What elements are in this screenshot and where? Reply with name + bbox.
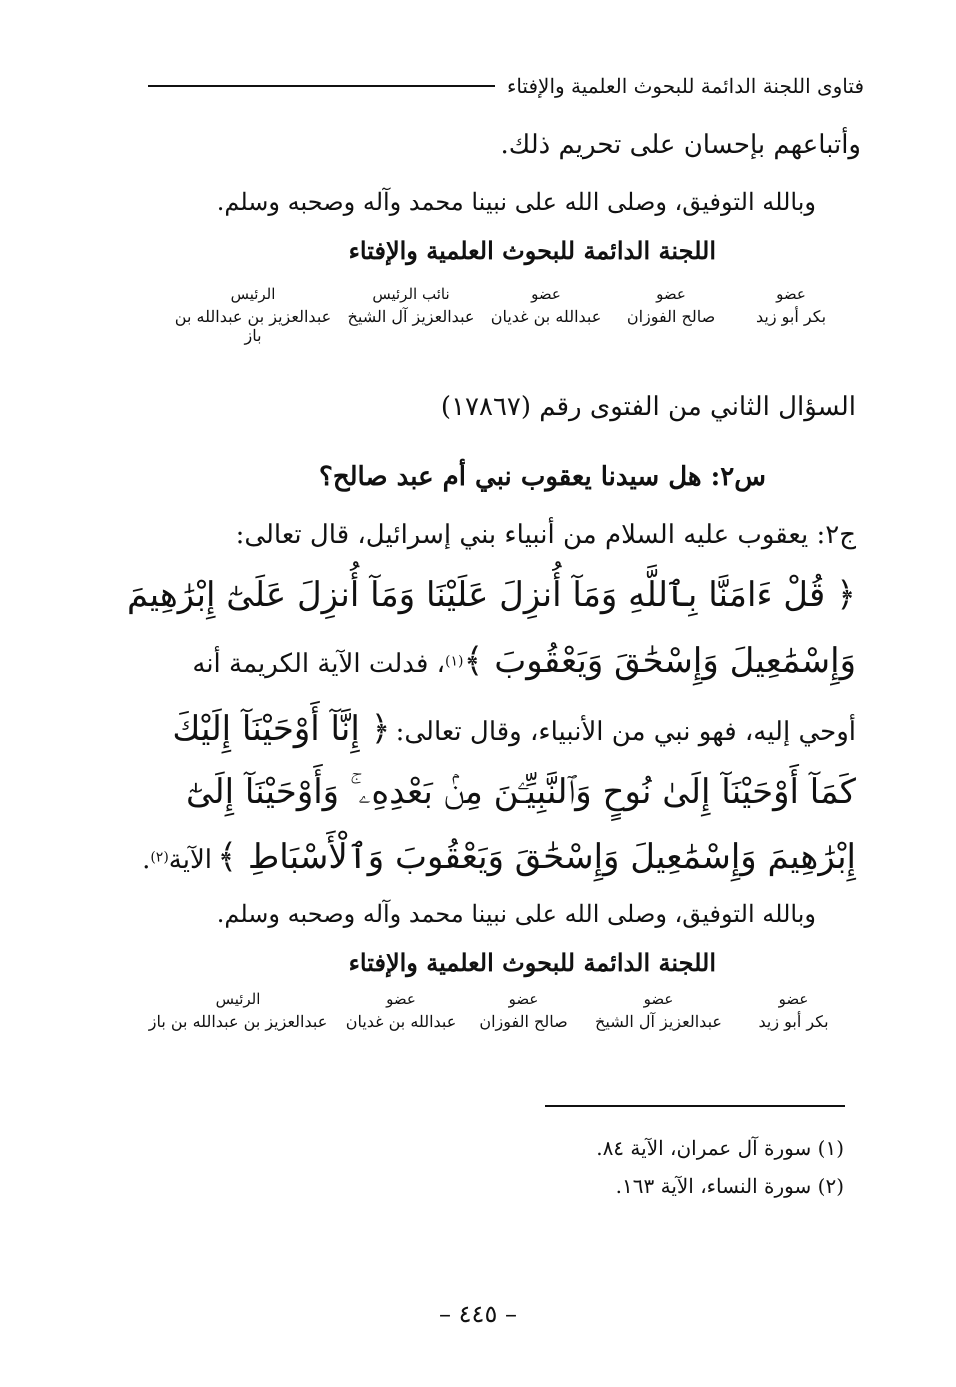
signatory-role: عضو [778,990,809,1008]
signatory-role: عضو [776,285,806,303]
signatory-name: عبدالله بن غديان [490,307,602,326]
signatory-name: عبدالعزيز آل الشيخ [347,307,475,326]
header-rule [148,85,495,87]
signatory-name: بكر أبو زيد [758,1012,829,1031]
signatory-role: عضو [643,990,674,1008]
quran-verse-line: كَمَآ أَوْحَيْنَآ إِلَىٰ نُوحٍ وَٱلنَّبِيِّـۧنَ مِنۢ بَعْدِهِۦ ۚ وَأَوْحَيْنَآ إِلَىٰٓ [185,772,856,812]
question-heading: س٢: هل سيدنا يعقوب نبي أم عبد صالح؟ [319,462,766,492]
signatory-role: الرئيس [215,990,261,1008]
signatory [581,990,736,1031]
question-reference: السؤال الثاني من الفتوى رقم (١٧٨٦٧) [440,392,856,422]
signatories-block [165,285,851,345]
signatory-role: نائب الرئيس [372,285,450,303]
signatory-name: صالح الفوزان [479,1012,568,1031]
signatory-role: عضو [531,285,561,303]
quran-verse-text: إِبْرَٰهِيمَ وَإِسْمَٰعِيلَ وَإِسْحَٰقَ وَيَعْقُوبَ وَٱلْأَسْبَاطِ ﴾ [217,837,856,877]
signatory [165,285,341,345]
footnote-marker: (٢) [150,849,169,866]
signatory-name: صالح الفوزان [626,307,716,326]
signatory [481,285,611,345]
footnote-separator [545,1105,845,1107]
paragraph-text: الآية [168,845,213,875]
footnote: (١) سورة آل عمران، الآية ٨٤. [596,1136,844,1160]
header-title: فتاوى اللجنة الدائمة للبحوث العلمية والإفتاء [506,74,864,98]
signatory-name: عبدالعزيز بن عبدالله بن باز [148,1012,328,1031]
signatory [341,285,481,345]
answer-intro: ج٢: يعقوب عليه السلام من أنبياء بني إسرائيل، قال تعالى: [235,520,856,550]
signatories-block [140,990,851,1031]
quran-verse-line [192,640,856,681]
paragraph-line [172,708,856,749]
paragraph-text: ، فدلت الآية الكريمة أنه [192,649,446,679]
signatory-role: عضو [386,990,416,1008]
quran-verse-text: ﴿ إِنَّآ أَوْحَيْنَآ إِلَيْكَ [172,709,391,749]
page-number: – ٤٤٥ – [439,1300,517,1328]
footnote-marker: (١) [445,653,464,670]
quran-verse-line [142,836,856,877]
quran-verse-line: ﴿ قُلْ ءَامَنَّا بِٱللَّهِ وَمَآ أُنزِلَ عَلَيْنَا وَمَآ أُنزِلَ عَلَىٰٓ إِبْرَٰهِيمَ [126,575,856,615]
running-header [148,74,864,98]
signatory [466,990,581,1031]
paragraph-text: . [142,845,151,875]
signatory-name: عبدالعزيز آل الشيخ [595,1012,722,1031]
signatory-name: عبدالعزيز بن عبدالله بن باز [174,307,332,345]
paragraph-line: وأتباعهم بإحسان على تحريم ذلك. [500,130,861,160]
committee-name: اللجنة الدائمة للبحوث العلمية والإفتاء [348,948,716,977]
signatory [731,285,851,345]
signatory-name: بكر أبو زيد [755,307,827,326]
signatory-role: الرئيس [230,285,276,303]
closing-line: وبالله التوفيق، وصلى الله على نبينا محمد وآله وصحبه وسلم. [216,188,816,216]
footnote: (٢) سورة النساء، الآية ١٦٣. [615,1174,844,1198]
signatory-name: عبدالله بن غديان [345,1012,457,1031]
signatory [736,990,851,1031]
quran-verse-text: وَإِسْمَٰعِيلَ وَإِسْحَٰقَ وَيَعْقُوبَ ﴾ [463,641,856,681]
closing-line: وبالله التوفيق، وصلى الله على نبينا محمد وآله وصحبه وسلم. [216,900,816,928]
signatory-role: عضو [508,990,539,1008]
paragraph-text: أوحي إليه، فهو نبي من الأنبياء، وقال تعالى: [395,717,856,747]
signatory [611,285,731,345]
committee-name: اللجنة الدائمة للبحوث العلمية والإفتاء [348,236,716,265]
signatory [336,990,466,1031]
signatory-role: عضو [656,285,686,303]
signatory [140,990,336,1031]
